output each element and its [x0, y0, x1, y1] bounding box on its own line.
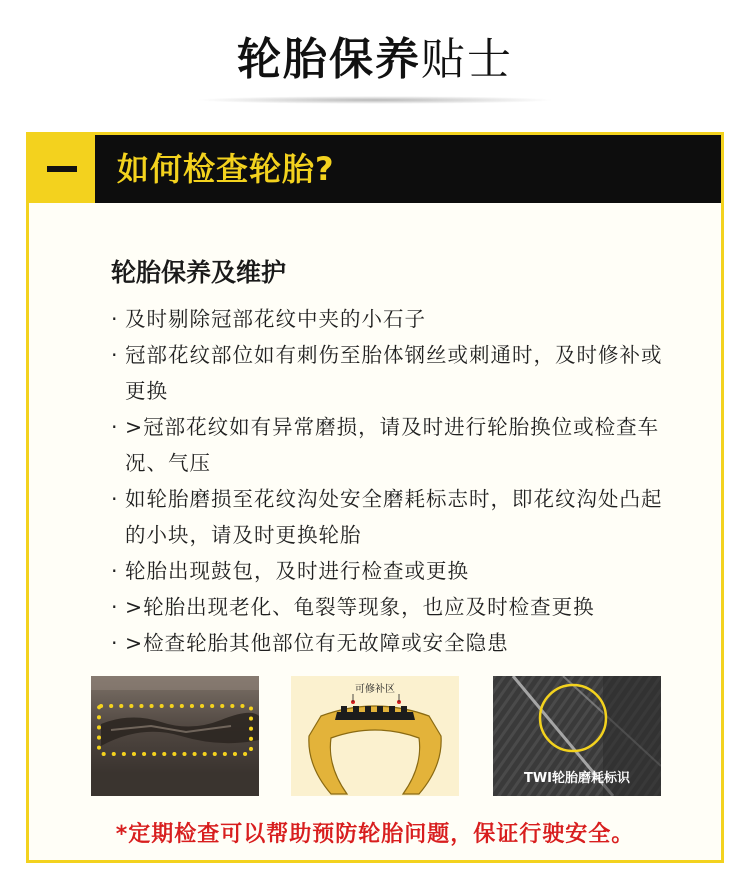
bullet-icon: · — [111, 307, 119, 331]
twi-indicator-image — [493, 676, 661, 796]
list-item — [111, 481, 681, 553]
tread-damage-image — [91, 676, 259, 796]
tips-list — [111, 301, 681, 661]
dash-bar — [47, 166, 77, 172]
bullet-icon: · — [111, 631, 119, 655]
bullet-icon: · — [111, 487, 119, 511]
list-item — [111, 337, 681, 409]
card-title: 如何检查轮胎? — [117, 150, 335, 188]
tip-text: 如轮胎磨损至花纹沟处安全磨耗标志时，即花纹沟处凸起的小块，请及时更换轮胎 — [125, 487, 663, 547]
tip-text: >检查轮胎其他部位有无故障或安全隐患 — [125, 631, 509, 655]
list-item — [111, 589, 681, 625]
tip-text: 轮胎出现鼓包，及时进行检查或更换 — [125, 559, 469, 583]
tip-text: >轮胎出现老化、龟裂等现象，也应及时检查更换 — [125, 595, 595, 619]
tips-card — [26, 132, 724, 863]
bullet-icon: · — [111, 559, 119, 583]
dash-marker-icon — [29, 135, 95, 203]
bullet-icon: · — [111, 415, 119, 439]
bullet-icon: · — [111, 343, 119, 367]
title-shadow — [195, 96, 555, 104]
page-title — [0, 30, 750, 90]
tip-text: >冠部花纹如有异常磨损，请及时进行轮胎换位或检查车况、气压 — [125, 415, 660, 475]
repairable-zone-label: 可修补区 — [355, 684, 395, 695]
list-item — [111, 301, 681, 337]
page-title-bold: 轮胎保养 — [237, 34, 421, 85]
page-title-light: 贴士 — [421, 34, 513, 85]
list-item — [111, 553, 681, 589]
tip-text: 及时剔除冠部花纹中夹的小石子 — [125, 307, 426, 331]
bullet-icon: · — [111, 595, 119, 619]
twi-caption: TWI轮胎磨耗标识 — [523, 771, 631, 786]
list-item — [111, 409, 681, 481]
list-item — [111, 625, 681, 661]
repairable-zone-diagram — [291, 676, 459, 796]
section-heading: 轮胎保养及维护 — [111, 258, 287, 287]
tread-damage-illustration — [91, 676, 259, 796]
card-header — [29, 135, 721, 203]
footer-note: *定期检查可以帮助预防轮胎问题，保证行驶安全。 — [115, 822, 635, 847]
tip-text: 冠部花纹部位如有刺伤至胎体钢丝或刺通时，及时修补或更换 — [125, 343, 663, 403]
